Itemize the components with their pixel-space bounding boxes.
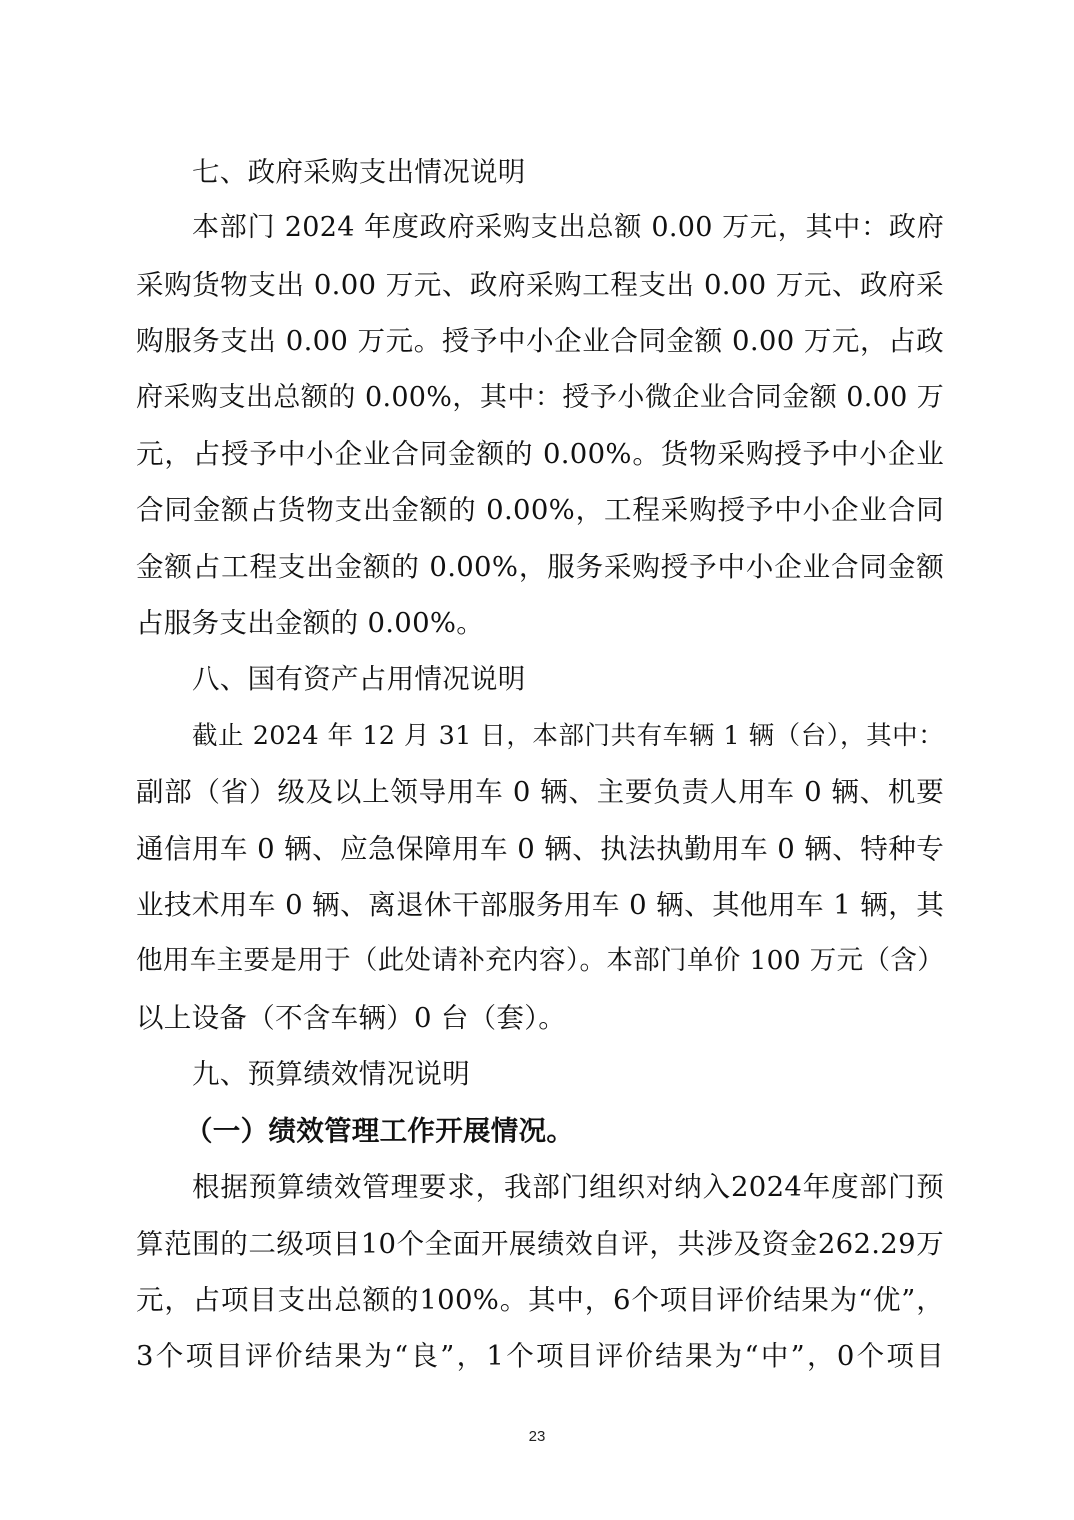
- section7-line-7: 金额占工程支出金额的 0.00%，服务采购授予中小企业合同金额: [136, 551, 944, 583]
- section9-line-1: 根据预算绩效管理要求，我部门组织对纳入2024年度部门预: [192, 1171, 944, 1203]
- section9-line-2: 算范围的二级项目10个全面开展绩效自评，共涉及资金262.29万: [136, 1228, 944, 1260]
- section9-line-4: 3个项目评价结果为“良”，1个项目评价结果为“中”，0个项目: [136, 1340, 944, 1372]
- section7-line-6: 合同金额占货物支出金额的 0.00%，工程采购授予中小企业合同: [136, 494, 944, 526]
- section8-heading: 八、国有资产占用情况说明: [192, 663, 526, 695]
- section8-line-3: 通信用车 0 辆、应急保障用车 0 辆、执法执勤用车 0 辆、特种专: [136, 833, 944, 865]
- page-number: 23: [528, 1428, 546, 1445]
- section8-line-5: 他用车主要是用于（此处请补充内容）。本部门单价 100 万元（含）: [136, 945, 944, 976]
- section8-line-2: 副部（省）级及以上领导用车 0 辆、主要负责人用车 0 辆、机要: [136, 776, 944, 808]
- section9-heading: 九、预算绩效情况说明: [192, 1058, 470, 1090]
- section7-line-2: 采购货物支出 0.00 万元、政府采购工程支出 0.00 万元、政府采: [136, 269, 944, 301]
- section8-line-4: 业技术用车 0 辆、离退休干部服务用车 0 辆、其他用车 1 辆，其: [136, 889, 944, 921]
- section7-line-8: 占服务支出金额的 0.00%。: [136, 607, 485, 639]
- section7-line-1: 本部门 2024 年度政府采购支出总额 0.00 万元，其中：政府: [192, 212, 944, 243]
- section7-line-5: 元，占授予中小企业合同金额的 0.00%。货物采购授予中小企业: [136, 438, 944, 470]
- section7-line-3: 购服务支出 0.00 万元。授予中小企业合同金额 0.00 万元，占政: [136, 325, 944, 357]
- section7-heading: 七、政府采购支出情况说明: [192, 156, 526, 188]
- section8-line-6: 以上设备（不含车辆）0 台（套）。: [136, 1002, 567, 1034]
- section9-subheading: （一）绩效管理工作开展情况。: [185, 1115, 575, 1147]
- section7-line-4: 府采购支出总额的 0.00%，其中：授予小微企业合同金额 0.00 万: [136, 382, 944, 413]
- section8-line-1: 截止 2024 年 12 月 31 日，本部门共有车辆 1 辆（台），其中：: [192, 721, 944, 751]
- section9-line-3: 元，占项目支出总额的100%。其中，6个项目评价结果为“优”，: [136, 1284, 944, 1316]
